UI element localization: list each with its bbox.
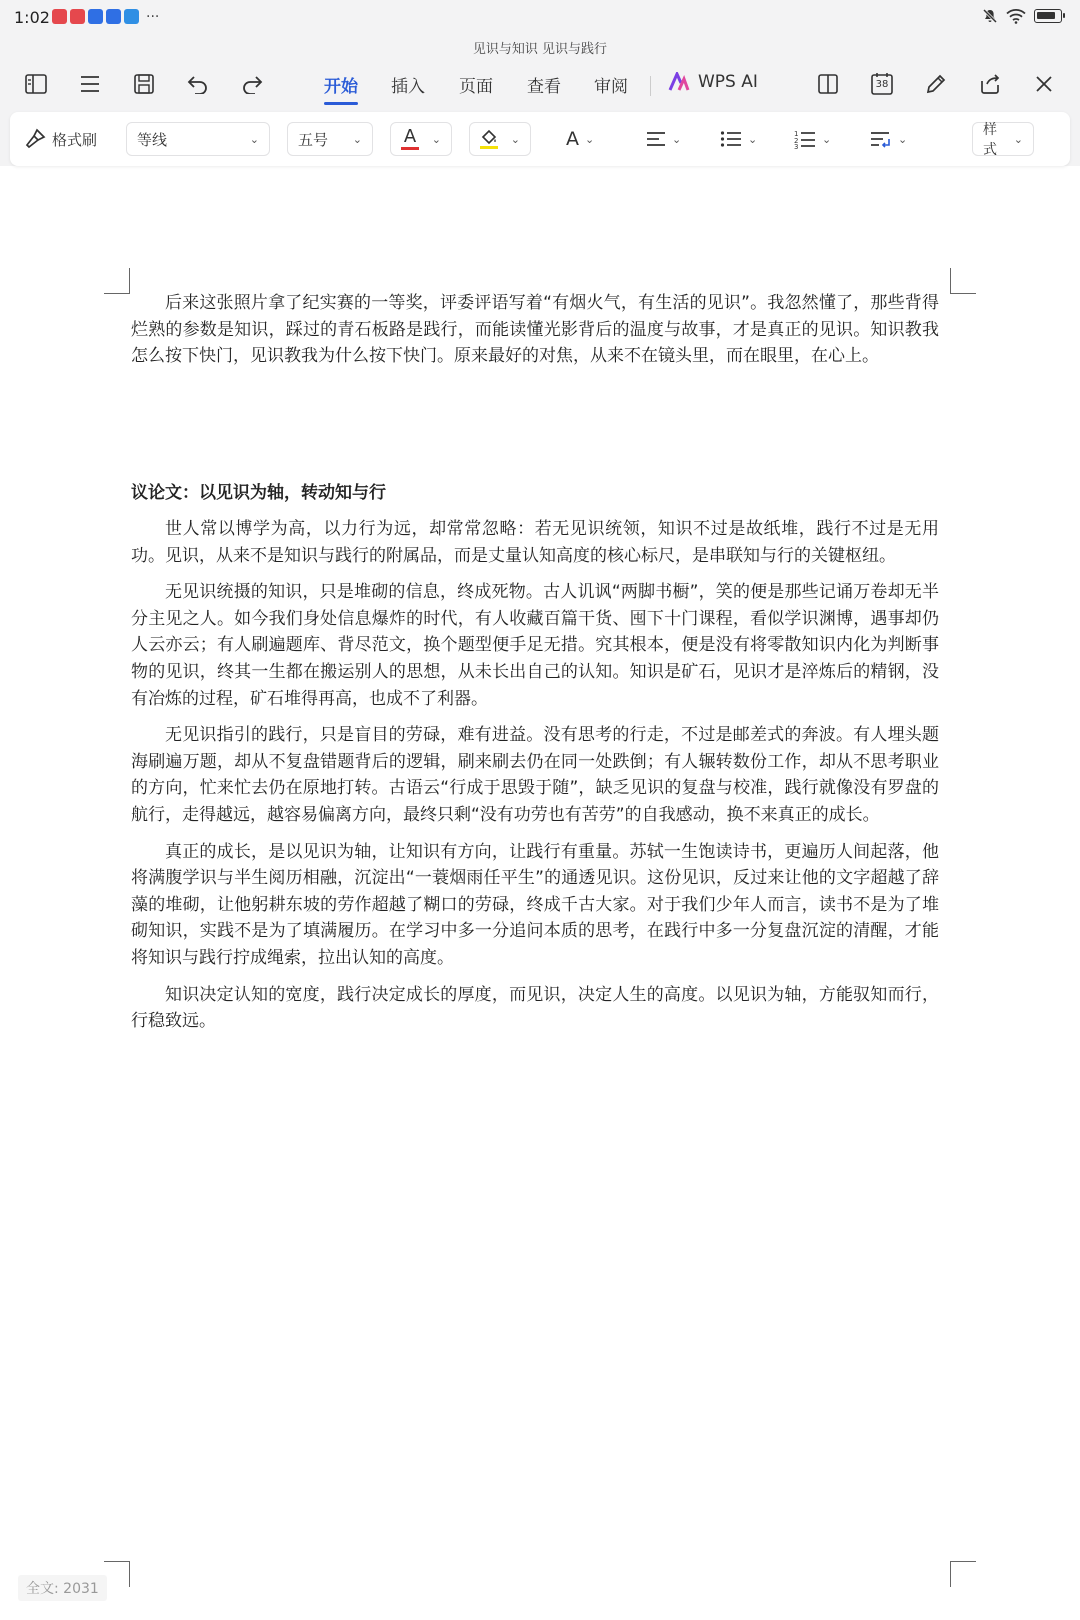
- chevron-down-icon: ⌄: [748, 132, 758, 146]
- text-effect-button[interactable]: [566, 122, 594, 156]
- line-spacing-icon: [870, 130, 892, 148]
- page-corner-mark: [950, 268, 976, 294]
- document-paragraph[interactable]: 知识决定认知的宽度，践行决定成长的厚度，而见识，决定人生的高度。以见识为轴，方能驭知而行，行稳致远。: [131, 984, 939, 1032]
- chevron-down-icon: ⌄: [510, 132, 520, 146]
- chevron-down-icon: ⌄: [1013, 132, 1023, 146]
- pen-icon[interactable]: [922, 70, 950, 98]
- align-button[interactable]: [646, 122, 681, 156]
- split-view-icon[interactable]: [814, 70, 842, 98]
- svg-text:2: 2: [794, 137, 799, 145]
- font-color-icon: A: [401, 128, 419, 150]
- document-paragraph[interactable]: 无见识指引的践行，只是盲目的劳碌，难有进益。没有思考的行走，不过是邮差式的奔波。有人埋头题海刷遍万题，却从不复盘错题背后的逻辑，刷来刷去仍在同一处跌倒；有人辗转数份工作，却从不思考职业的方向，忙来忙去仍在原地打转。古语云“行成于思毁于随”，缺乏见识的复盘与校准，践行就像没有罗盘的航行，走得越远，越容易偏离方向，最终只剩“没有功劳也有苦劳”的自我感动，换不来真正的成长。: [131, 725, 939, 825]
- notification-app-icon: [52, 9, 67, 24]
- wifi-icon: [1006, 8, 1026, 24]
- numbered-list-icon: [794, 129, 816, 149]
- notification-app-icon: [70, 9, 85, 24]
- essay-heading[interactable]: 议论文：以见识为轴，转动知与行: [131, 483, 386, 503]
- page-count-badge: 38: [875, 79, 889, 90]
- wps-ai-button[interactable]: [668, 72, 758, 92]
- menu-icon[interactable]: [76, 70, 104, 98]
- notification-app-icon: [106, 9, 121, 24]
- font-color-button[interactable]: [390, 122, 452, 156]
- battery-icon: [1034, 9, 1062, 23]
- document-paragraph[interactable]: 后来这张照片拿了纪实赛的一等奖，评委评语写着“有烟火气，有生活的见识”。我忽然懂了，那些背得烂熟的参数是知识，踩过的青石板路是践行，而能读懂光影背后的温度与故事，才是真正的见识。知识教我怎么按下快门，见识教我为什么按下快门。原来最好的对焦，从来不在镜头里，而在眼里，在心上。: [131, 293, 939, 367]
- redo-icon[interactable]: [238, 70, 266, 98]
- font-name-select[interactable]: [126, 122, 270, 156]
- bullet-list-button[interactable]: [720, 122, 757, 156]
- document-body-intro[interactable]: [131, 290, 939, 380]
- save-icon[interactable]: [130, 70, 158, 98]
- tab-review[interactable]: 审阅: [594, 77, 628, 97]
- chevron-down-icon: ⌄: [249, 132, 259, 146]
- page-corner-mark: [950, 1561, 976, 1587]
- document-title: 见识与知识 见识与践行: [472, 42, 608, 57]
- top-chrome: [0, 0, 1080, 166]
- tab-home[interactable]: 开始: [324, 72, 358, 97]
- status-time: 1:02: [14, 8, 50, 27]
- tab-page[interactable]: 页面: [459, 77, 493, 97]
- font-size-select[interactable]: [287, 122, 373, 156]
- chevron-down-icon: ⌄: [352, 132, 362, 146]
- status-bar: [0, 0, 1080, 36]
- document-paragraph[interactable]: 无见识统摄的知识，只是堆砌的信息，终成死物。古人讥讽“两脚书橱”，笑的便是那些记诵万卷却无半分主见之人。如今我们身处信息爆炸的时代，有人收藏百篇干货、囤下十门课程，看似学识渊博，遇事却仍人云亦云；有人刷遍题库、背尽范文，换个题型便手足无措。究其根本，便是没有将零散知识内化为判断事物的见识，终其一生都在搬运别人的思想，从未长出自己的认知。知识是矿石，见识才是淬炼后的精钢，没有冶炼的过程，矿石堆得再高，也成不了利器。: [131, 582, 939, 709]
- highlight-bucket-icon: [480, 129, 498, 149]
- notification-app-icon: [124, 9, 139, 24]
- more-notifications-icon: ···: [146, 8, 160, 25]
- main-toolbar: [0, 62, 1080, 106]
- page-corner-mark: [104, 1561, 130, 1587]
- chevron-down-icon: ⌄: [822, 132, 832, 146]
- styles-label: 样式: [983, 122, 997, 158]
- format-toolbar: [10, 112, 1070, 166]
- notification-app-icon: [88, 9, 103, 24]
- wps-ai-label: WPS AI: [698, 72, 758, 92]
- close-icon[interactable]: [1030, 70, 1058, 98]
- format-painter-button[interactable]: [24, 122, 97, 156]
- font-size-value: 五号: [298, 130, 329, 149]
- line-spacing-button[interactable]: [870, 122, 907, 156]
- page-count-button[interactable]: [868, 70, 896, 98]
- styles-button[interactable]: [972, 122, 1034, 156]
- page-corner-mark: [104, 268, 130, 294]
- align-left-icon: [646, 130, 666, 148]
- bullet-list-icon: [720, 130, 742, 148]
- toolbar-divider: [650, 76, 651, 96]
- chevron-down-icon: ⌄: [585, 132, 595, 146]
- format-painter-label: 格式刷: [52, 130, 98, 149]
- numbered-list-button[interactable]: [794, 122, 831, 156]
- undo-icon[interactable]: [184, 70, 212, 98]
- notification-icons: [52, 9, 159, 24]
- chevron-down-icon: ⌄: [431, 132, 441, 146]
- document-body[interactable]: [131, 516, 939, 1045]
- mute-icon: [982, 8, 998, 24]
- chevron-down-icon: ⌄: [672, 132, 682, 146]
- font-name-value: 等线: [137, 130, 168, 149]
- tab-view[interactable]: 查看: [527, 77, 561, 97]
- brush-icon: [24, 128, 46, 150]
- sidebar-toggle-icon[interactable]: [22, 70, 50, 98]
- system-icons: [982, 8, 1062, 24]
- chevron-down-icon: ⌄: [898, 132, 908, 146]
- wps-ai-logo-icon: [668, 72, 690, 92]
- svg-text:1: 1: [794, 130, 799, 138]
- document-paragraph[interactable]: 世人常以博学为高，以力行为远，却常常忽略：若无见识统领，知识不过是故纸堆，践行不过是无用功。见识，从来不是知识与践行的附属品，而是丈量认知高度的核心标尺，是串联知与行的关键枢纽。: [131, 519, 939, 566]
- text-effect-icon: A: [566, 128, 579, 150]
- highlight-color-button[interactable]: [469, 122, 531, 156]
- word-count[interactable]: 全文: 2031: [18, 1575, 107, 1601]
- document-paragraph[interactable]: 真正的成长，是以见识为轴，让知识有方向，让践行有重量。苏轼一生饱读诗书，更遍历人间起落，他将满腹学识与半生阅历相融，沉淀出“一蓑烟雨任平生”的通透见识。这份见识，反过来让他的文字超越了辞藻的堆砌，让他躬耕东坡的劳作超越了糊口的劳碌，终成千古大家。对于我们少年人而言，读书不是为了堆砌知识，实践不是为了填满履历。在学习中多一分追问本质的思考，在践行中多一分复盘沉淀的清醒，才能将知识与践行拧成绳索，拉出认知的高度。: [131, 841, 939, 968]
- tab-insert[interactable]: 插入: [391, 77, 425, 97]
- share-icon[interactable]: [976, 70, 1004, 98]
- svg-text:3: 3: [794, 143, 799, 149]
